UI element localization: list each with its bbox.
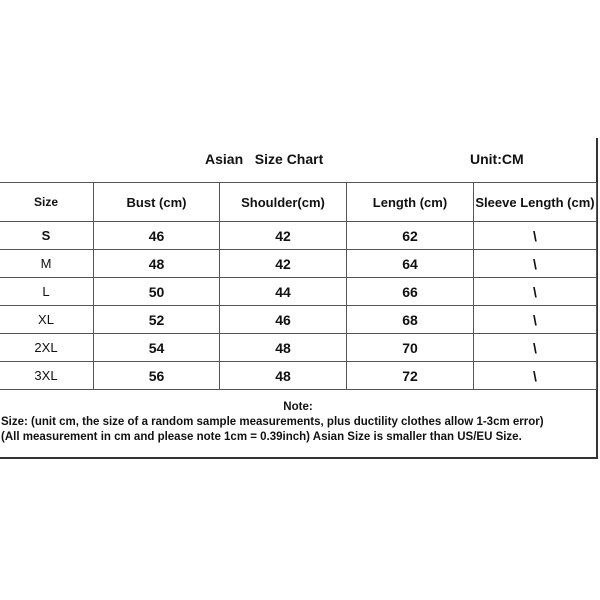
- cell-length: 62: [347, 222, 474, 250]
- table-row: [0, 222, 597, 250]
- chart-bottom-border: [0, 457, 598, 459]
- cell-size: 3XL: [0, 362, 94, 390]
- header-sleeve-length: Sleeve Length (cm): [474, 183, 597, 222]
- cell-size: 2XL: [0, 334, 94, 362]
- cell-bust: 48: [94, 250, 220, 278]
- cell-bust: 54: [94, 334, 220, 362]
- note-section: [0, 400, 596, 445]
- cell-shoulder: 44: [220, 278, 347, 306]
- header-bust: Bust (cm): [94, 183, 220, 222]
- cell-sleeve: \: [474, 222, 597, 250]
- cell-sleeve: \: [474, 362, 597, 390]
- size-table: [0, 182, 597, 390]
- cell-size: XL: [0, 306, 94, 334]
- cell-length: 70: [347, 334, 474, 362]
- cell-bust: 52: [94, 306, 220, 334]
- header-shoulder: Shoulder(cm): [220, 183, 347, 222]
- chart-title: Asian Size Chart: [205, 151, 324, 167]
- cell-length: 72: [347, 362, 474, 390]
- cell-sleeve: \: [474, 306, 597, 334]
- note-line-1: Size: (unit cm, the size of a random sample measurements, plus ductility clothes allow 1-3cm error): [1, 416, 544, 428]
- table-row: [0, 306, 597, 334]
- cell-sleeve: \: [474, 278, 597, 306]
- cell-sleeve: \: [474, 250, 597, 278]
- cell-length: 64: [347, 250, 474, 278]
- table-header-row: [0, 183, 597, 222]
- cell-length: 68: [347, 306, 474, 334]
- table-row: [0, 362, 597, 390]
- cell-shoulder: 48: [220, 362, 347, 390]
- table-row: [0, 278, 597, 306]
- cell-size: S: [0, 222, 94, 250]
- note-line-2: (All measurement in cm and please note 1cm = 0.39inch) Asian Size is smaller than US/EU Size.: [1, 431, 522, 443]
- note-title: Note:: [283, 401, 313, 413]
- table-row: [0, 334, 597, 362]
- cell-bust: 50: [94, 278, 220, 306]
- header-length: Length (cm): [347, 183, 474, 222]
- cell-shoulder: 48: [220, 334, 347, 362]
- cell-shoulder: 42: [220, 250, 347, 278]
- table-row: [0, 250, 597, 278]
- unit-label: Unit:CM: [470, 151, 524, 167]
- cell-length: 66: [347, 278, 474, 306]
- cell-shoulder: 46: [220, 306, 347, 334]
- cell-size: L: [0, 278, 94, 306]
- header-size: Size: [0, 183, 94, 222]
- cell-bust: 56: [94, 362, 220, 390]
- cell-size: M: [0, 250, 94, 278]
- cell-bust: 46: [94, 222, 220, 250]
- cell-sleeve: \: [474, 334, 597, 362]
- title-row: [0, 138, 596, 183]
- cell-shoulder: 42: [220, 222, 347, 250]
